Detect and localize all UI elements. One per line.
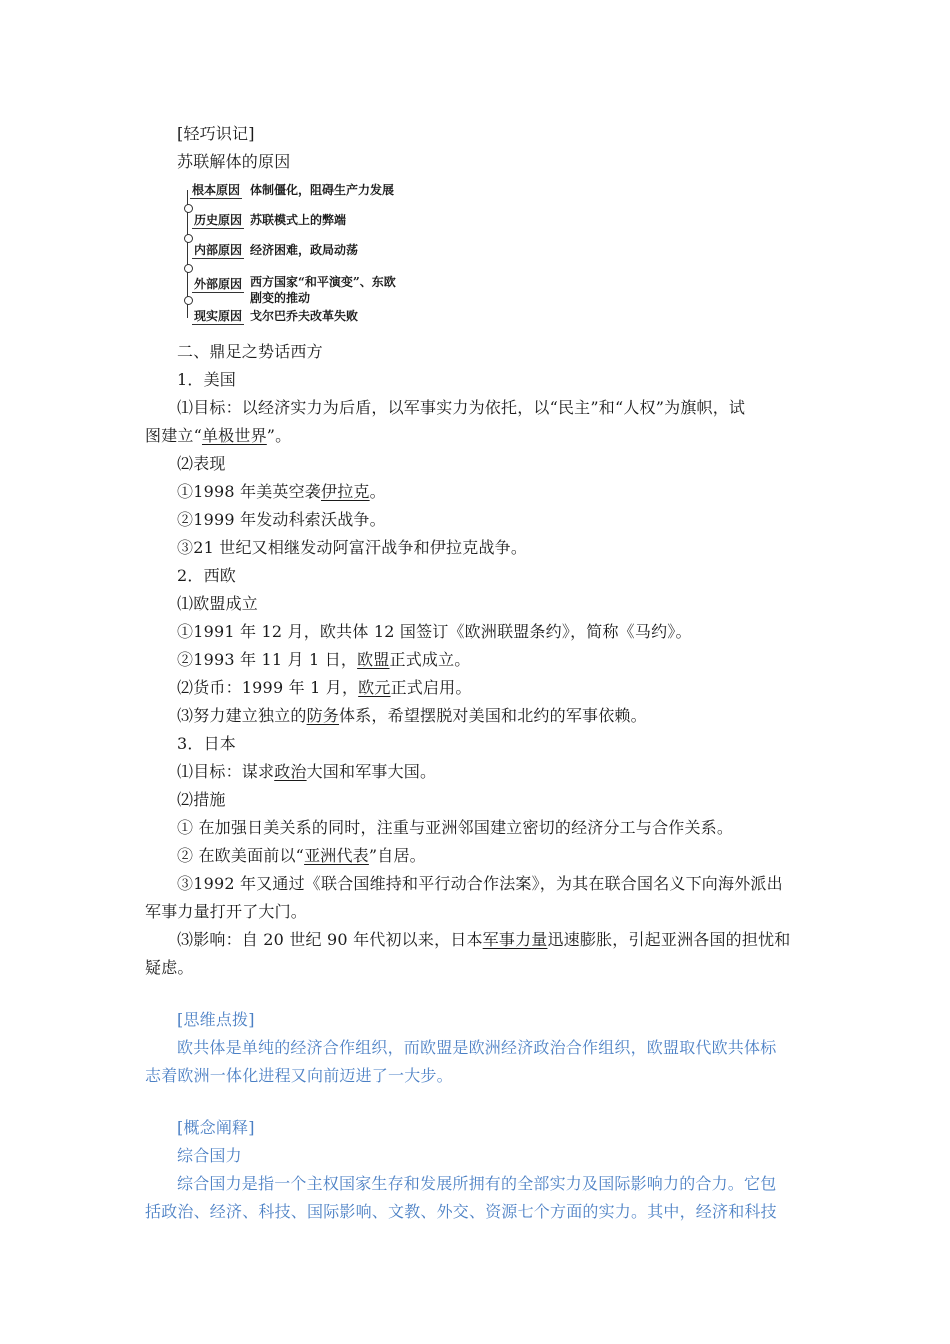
text: 迅速膨胀，引起亚洲各国的担忧和 bbox=[547, 930, 791, 949]
us-point-3: ③21 世纪又相继发动阿富汗战争和伊拉克战争。 bbox=[177, 538, 528, 557]
us-point-1 bbox=[177, 482, 386, 502]
diagram-label: 现实原因 bbox=[194, 309, 243, 323]
jp-measure-3-line2: 军事力量打开了大门。 bbox=[145, 902, 308, 921]
text: 正式成立。 bbox=[389, 650, 471, 669]
diagram-text: 体制僵化，阻碍生产力发展 bbox=[250, 183, 395, 197]
tips-line1: 欧共体是单纯的经济合作组织，而欧盟是欧洲经济政治合作组织，欧盟取代欧共体标 bbox=[177, 1038, 777, 1057]
diagram-text: 经济困难，政局动荡 bbox=[250, 243, 359, 257]
text: 大国和军事大国。 bbox=[306, 762, 437, 781]
text: 图建立“ bbox=[145, 426, 202, 445]
underlined-answer: 军事力量 bbox=[482, 930, 548, 949]
jp-measure-2 bbox=[177, 846, 426, 866]
diagram-text-continued: 剧变的推动 bbox=[250, 291, 311, 305]
us-heading: 1．美国 bbox=[177, 370, 236, 389]
underlined-answer: 亚洲代表 bbox=[304, 846, 369, 865]
tips-line2: 志着欧洲一体化进程又向前迈进了一大步。 bbox=[145, 1066, 453, 1085]
diagram-label: 外部原因 bbox=[194, 277, 243, 291]
eu-defense bbox=[177, 706, 647, 726]
jp-heading: 3．日本 bbox=[177, 734, 236, 753]
concept-term: 综合国力 bbox=[177, 1146, 242, 1165]
text: 。 bbox=[369, 482, 386, 501]
diagram-text: 苏联模式上的弊端 bbox=[250, 213, 347, 227]
eu-point-2 bbox=[177, 650, 471, 670]
us-goal-line1: ⑴目标：以经济实力为后盾，以军事实力为依托，以“民主”和“人权”为旗帜，试 bbox=[177, 398, 746, 417]
text: ”自居。 bbox=[368, 846, 426, 865]
us-performance-heading: ⑵表现 bbox=[177, 454, 226, 473]
concept-line2: 括政治、经济、科技、国际影响、文教、外交、资源七个方面的实力。其中，经济和科技 bbox=[145, 1202, 777, 1221]
jp-impact-line1 bbox=[177, 930, 791, 950]
text: 正式启用。 bbox=[390, 678, 472, 697]
diagram-text: 戈尔巴乔夫改革失败 bbox=[250, 309, 359, 323]
jp-impact-line2: 疑虑。 bbox=[145, 958, 194, 977]
diagram-dot bbox=[184, 264, 193, 273]
mnemonic-subtitle: 苏联解体的原因 bbox=[177, 152, 291, 171]
jp-measure-1: ① 在加强日美关系的同时，注重与亚洲邻国建立密切的经济分工与合作关系。 bbox=[177, 818, 734, 837]
underlined-answer: 政治 bbox=[274, 762, 307, 781]
diagram-label: 根本原因 bbox=[192, 183, 241, 197]
collapse-causes-diagram bbox=[182, 180, 422, 330]
diagram-dot bbox=[184, 296, 193, 305]
text: ①1998 年美英空袭 bbox=[177, 482, 322, 501]
text: 体系，希望摆脱对美国和北约的军事依赖。 bbox=[339, 706, 647, 725]
underlined-answer: 防务 bbox=[306, 706, 340, 725]
mnemonic-heading: [轻巧识记] bbox=[177, 124, 255, 143]
tips-heading: [思维点拨] bbox=[177, 1010, 255, 1029]
diagram-text: 西方国家“和平演变”、东欧 bbox=[250, 275, 396, 289]
us-point-2: ②1999 年发动科索沃战争。 bbox=[177, 510, 386, 529]
underlined-answer: 伊拉克 bbox=[321, 482, 370, 501]
text: ②1993 年 11 月 1 日， bbox=[177, 650, 358, 669]
underlined-answer: 单极世界 bbox=[201, 426, 267, 445]
section-title: 二、鼎足之势话西方 bbox=[177, 342, 323, 361]
eu-heading: 2．西欧 bbox=[177, 566, 236, 585]
text: ⑶影响：自 20 世纪 90 年代初以来，日本 bbox=[177, 930, 483, 949]
eu-point-1: ①1991 年 12 月，欧共体 12 国签订《欧洲联盟条约》，简称《马约》。 bbox=[177, 622, 692, 641]
text: ”。 bbox=[266, 426, 292, 445]
text: ⑶努力建立独立的 bbox=[177, 706, 307, 725]
us-goal-line2 bbox=[145, 426, 291, 446]
concept-heading: [概念阐释] bbox=[177, 1118, 255, 1137]
diagram-label: 历史原因 bbox=[194, 213, 243, 227]
underlined-answer: 欧元 bbox=[358, 678, 391, 697]
text: ⑴目标：谋求 bbox=[177, 762, 275, 781]
diagram-label: 内部原因 bbox=[194, 243, 243, 257]
concept-line1: 综合国力是指一个主权国家生存和发展所拥有的全部实力及国际影响力的合力。它包 bbox=[177, 1174, 777, 1193]
underlined-answer: 欧盟 bbox=[357, 650, 390, 669]
jp-measure-3-line1: ③1992 年又通过《联合国维持和平行动合作法案》，为其在联合国名义下向海外派出 bbox=[177, 874, 783, 893]
jp-measures-heading: ⑵措施 bbox=[177, 790, 226, 809]
text: ⑵货币：1999 年 1 月， bbox=[177, 678, 359, 697]
eu-currency bbox=[177, 678, 472, 698]
eu-founding-heading: ⑴欧盟成立 bbox=[177, 594, 259, 613]
text: ② 在欧美面前以“ bbox=[177, 846, 305, 865]
jp-goal bbox=[177, 762, 436, 782]
